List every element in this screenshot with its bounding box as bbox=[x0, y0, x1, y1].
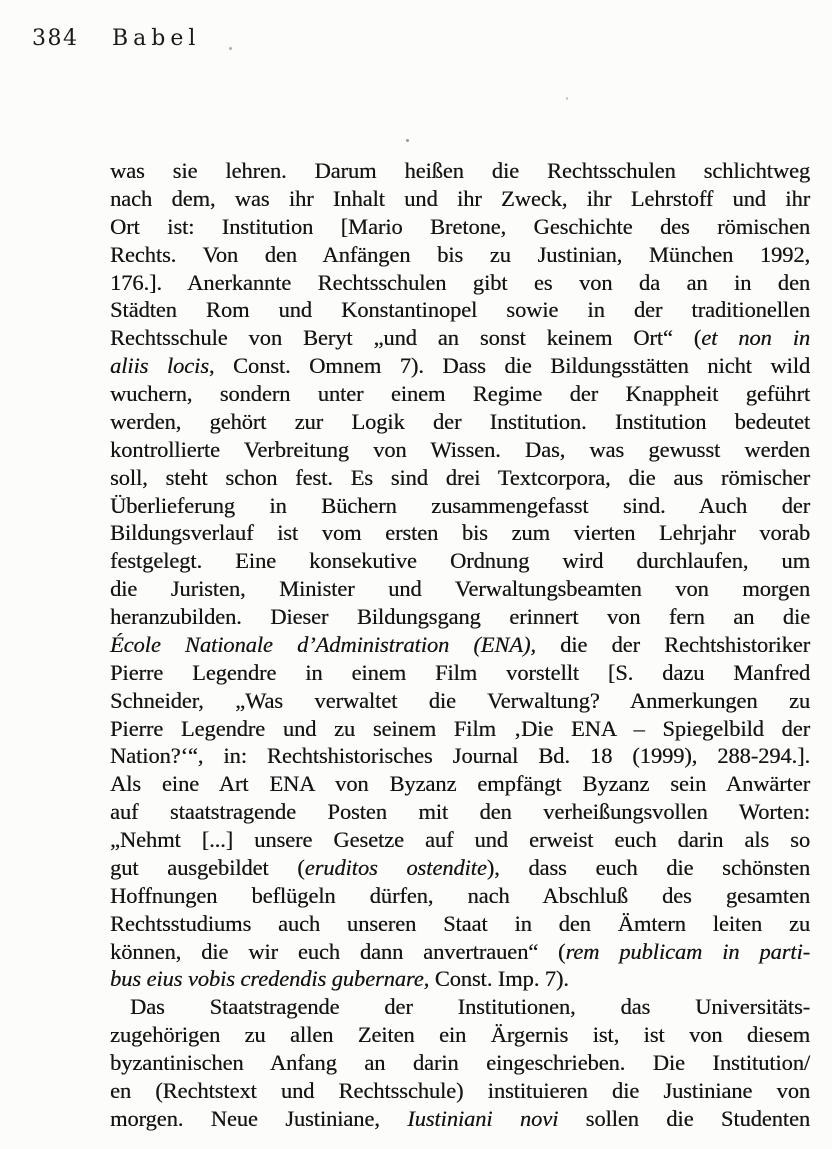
text-line bbox=[110, 352, 810, 380]
text-line bbox=[110, 464, 810, 492]
text-segment: werden, gehört zur Logik der Institution. Institution bedeutet bbox=[110, 408, 810, 434]
text-line bbox=[110, 687, 810, 715]
scan-speck bbox=[566, 97, 568, 100]
running-head bbox=[0, 26, 832, 56]
text-segment: Rechtsschule von Beryt „und an sonst keinem Ort“ ( bbox=[110, 325, 702, 351]
text-segment: die der Rechtshistoriker bbox=[535, 631, 810, 657]
text-line bbox=[110, 492, 810, 520]
text-segment: 176.]. Anerkannte Rechtsschulen gibt es von da an in den bbox=[110, 269, 810, 295]
text-line bbox=[110, 296, 810, 324]
text-segment: Pierre Legendre und zu seinem Film ‚Die ENA – Spiegelbild der bbox=[110, 715, 810, 741]
text-segment: Pierre Legendre in einem Film vorstellt [S. dazu Manfred bbox=[110, 659, 810, 685]
text-line bbox=[110, 575, 810, 603]
text-line bbox=[110, 603, 810, 631]
text-segment: Städten Rom und Konstantinopel sowie in der traditionellen bbox=[110, 297, 810, 323]
text-line bbox=[110, 436, 810, 464]
text-segment: Const. Imp. 7). bbox=[429, 966, 569, 992]
text-line bbox=[110, 938, 810, 966]
text-line bbox=[110, 408, 810, 436]
text-segment: sollen die Studenten bbox=[558, 1105, 810, 1131]
text-segment: festgelegt. Eine konsekutive Ordnung wird durchlaufen, um bbox=[110, 548, 810, 574]
text-segment: byzantinischen Anfang an darin eingeschrieben. Die Institution/ bbox=[110, 1050, 810, 1075]
text-line bbox=[110, 1077, 810, 1105]
text-segment: was sie lehren. Darum heißen die Rechtsschulen schlichtweg bbox=[110, 158, 810, 183]
italic-text-segment: et non in bbox=[701, 325, 810, 351]
text-line bbox=[110, 659, 810, 687]
text-line bbox=[110, 854, 810, 882]
text-line bbox=[110, 213, 810, 241]
text-line bbox=[110, 770, 810, 798]
text-segment: Rechtsstudiums auch unseren Staat in den Ämtern leiten zu bbox=[110, 910, 810, 936]
text-line bbox=[110, 965, 810, 993]
text-segment: zugehörigen zu allen Zeiten ein Ärgernis ist, ist von diesem bbox=[110, 1022, 810, 1048]
text-segment: heranzubilden. Dieser Bildungsgang erinnert von fern an die bbox=[110, 604, 810, 629]
text-segment: auf staatstragende Posten mit den verheißungsvollen Worten: bbox=[110, 799, 810, 825]
text-segment: Rechts. Von den Anfängen bis zu Justinian, München 1992, bbox=[110, 241, 810, 267]
scan-speck bbox=[406, 139, 409, 142]
text-line bbox=[110, 547, 810, 575]
text-segment: „Nehmt [...] unsere Gesetze auf und erweist euch darin als so bbox=[110, 827, 810, 852]
text-segment: Als eine Art ENA von Byzanz empfängt Byzanz sein Anwärter bbox=[110, 771, 810, 797]
text-segment: en (Rechtstext und Rechtsschule) instituieren die Justiniane von bbox=[110, 1077, 810, 1103]
text-segment: nach dem, was ihr Inhalt und ihr Zweck, ihr Lehrstoff und ihr bbox=[110, 185, 810, 211]
text-line bbox=[110, 715, 810, 743]
text-segment: , Const. Omnem 7). Dass die Bildungsstätten nicht wild bbox=[208, 353, 811, 379]
text-line bbox=[110, 742, 810, 770]
text-line bbox=[110, 157, 810, 185]
text-line bbox=[110, 798, 810, 826]
text-line bbox=[110, 1105, 810, 1133]
text-segment: wuchern, sondern unter einem Regime der Knappheit geführt bbox=[110, 381, 810, 406]
text-segment: die Juristen, Minister und Verwaltungsbeamten von morgen bbox=[110, 576, 810, 602]
text-line bbox=[110, 1049, 810, 1077]
text-segment: ), dass euch die schönsten bbox=[486, 854, 811, 880]
text-line bbox=[110, 882, 810, 910]
text-segment: können, die wir euch dann anvertrauen“ ( bbox=[110, 938, 566, 964]
text-line bbox=[110, 241, 810, 269]
text-line bbox=[110, 269, 810, 297]
text-line bbox=[110, 519, 810, 547]
text-line bbox=[110, 631, 810, 659]
text-line bbox=[110, 993, 810, 1021]
text-segment: Hoffnungen beflügeln dürfen, nach Abschluß des gesamten bbox=[110, 882, 810, 908]
text-segment: Nation?‘“, in: Rechtshistorisches Journal Bd. 18 (1999), 288-294.]. bbox=[110, 743, 810, 769]
text-line bbox=[110, 910, 810, 938]
text-segment: gut ausgebildet ( bbox=[110, 854, 305, 880]
page-number: 384 bbox=[32, 26, 79, 51]
scan-speck bbox=[229, 47, 232, 50]
text-segment: kontrollierte Verbreitung von Wissen. Das, was gewusst werden bbox=[110, 436, 810, 462]
italic-text-segment: eruditos ostendite bbox=[304, 854, 487, 880]
text-line bbox=[110, 185, 810, 213]
text-line bbox=[110, 324, 810, 352]
text-segment: soll, steht schon fest. Es sind drei Textcorpora, die aus römischer bbox=[110, 464, 810, 490]
text-line bbox=[110, 826, 810, 854]
text-segment: Das Staatstragende der Institutionen, das Universitäts- bbox=[130, 994, 810, 1020]
text-segment: Überlieferung in Büchern zusammengefasst sind. Auch der bbox=[110, 492, 810, 518]
text-line bbox=[110, 380, 810, 408]
italic-text-segment: bus eius vobis credendis gubernare, bbox=[110, 966, 430, 992]
text-segment: Schneider, „Was verwaltet die Verwaltung? Anmerkungen zu bbox=[110, 687, 810, 713]
italic-text-segment: rem publicam in parti- bbox=[565, 938, 810, 964]
text-block bbox=[110, 157, 810, 1133]
text-line bbox=[110, 1021, 810, 1049]
italic-text-segment: aliis locis bbox=[110, 353, 209, 379]
italic-text-segment: École Nationale d’Administration (ENA), bbox=[110, 631, 536, 657]
text-segment: Ort ist: Institution [Mario Bretone, Geschichte des römischen bbox=[110, 213, 810, 239]
text-segment: Bildungsverlauf ist vom ersten bis zum vierten Lehrjahr vorab bbox=[110, 520, 810, 546]
running-head-title: Babel bbox=[112, 26, 201, 51]
text-segment: morgen. Neue Justiniane, bbox=[110, 1105, 408, 1131]
italic-text-segment: Iustiniani novi bbox=[407, 1105, 559, 1131]
